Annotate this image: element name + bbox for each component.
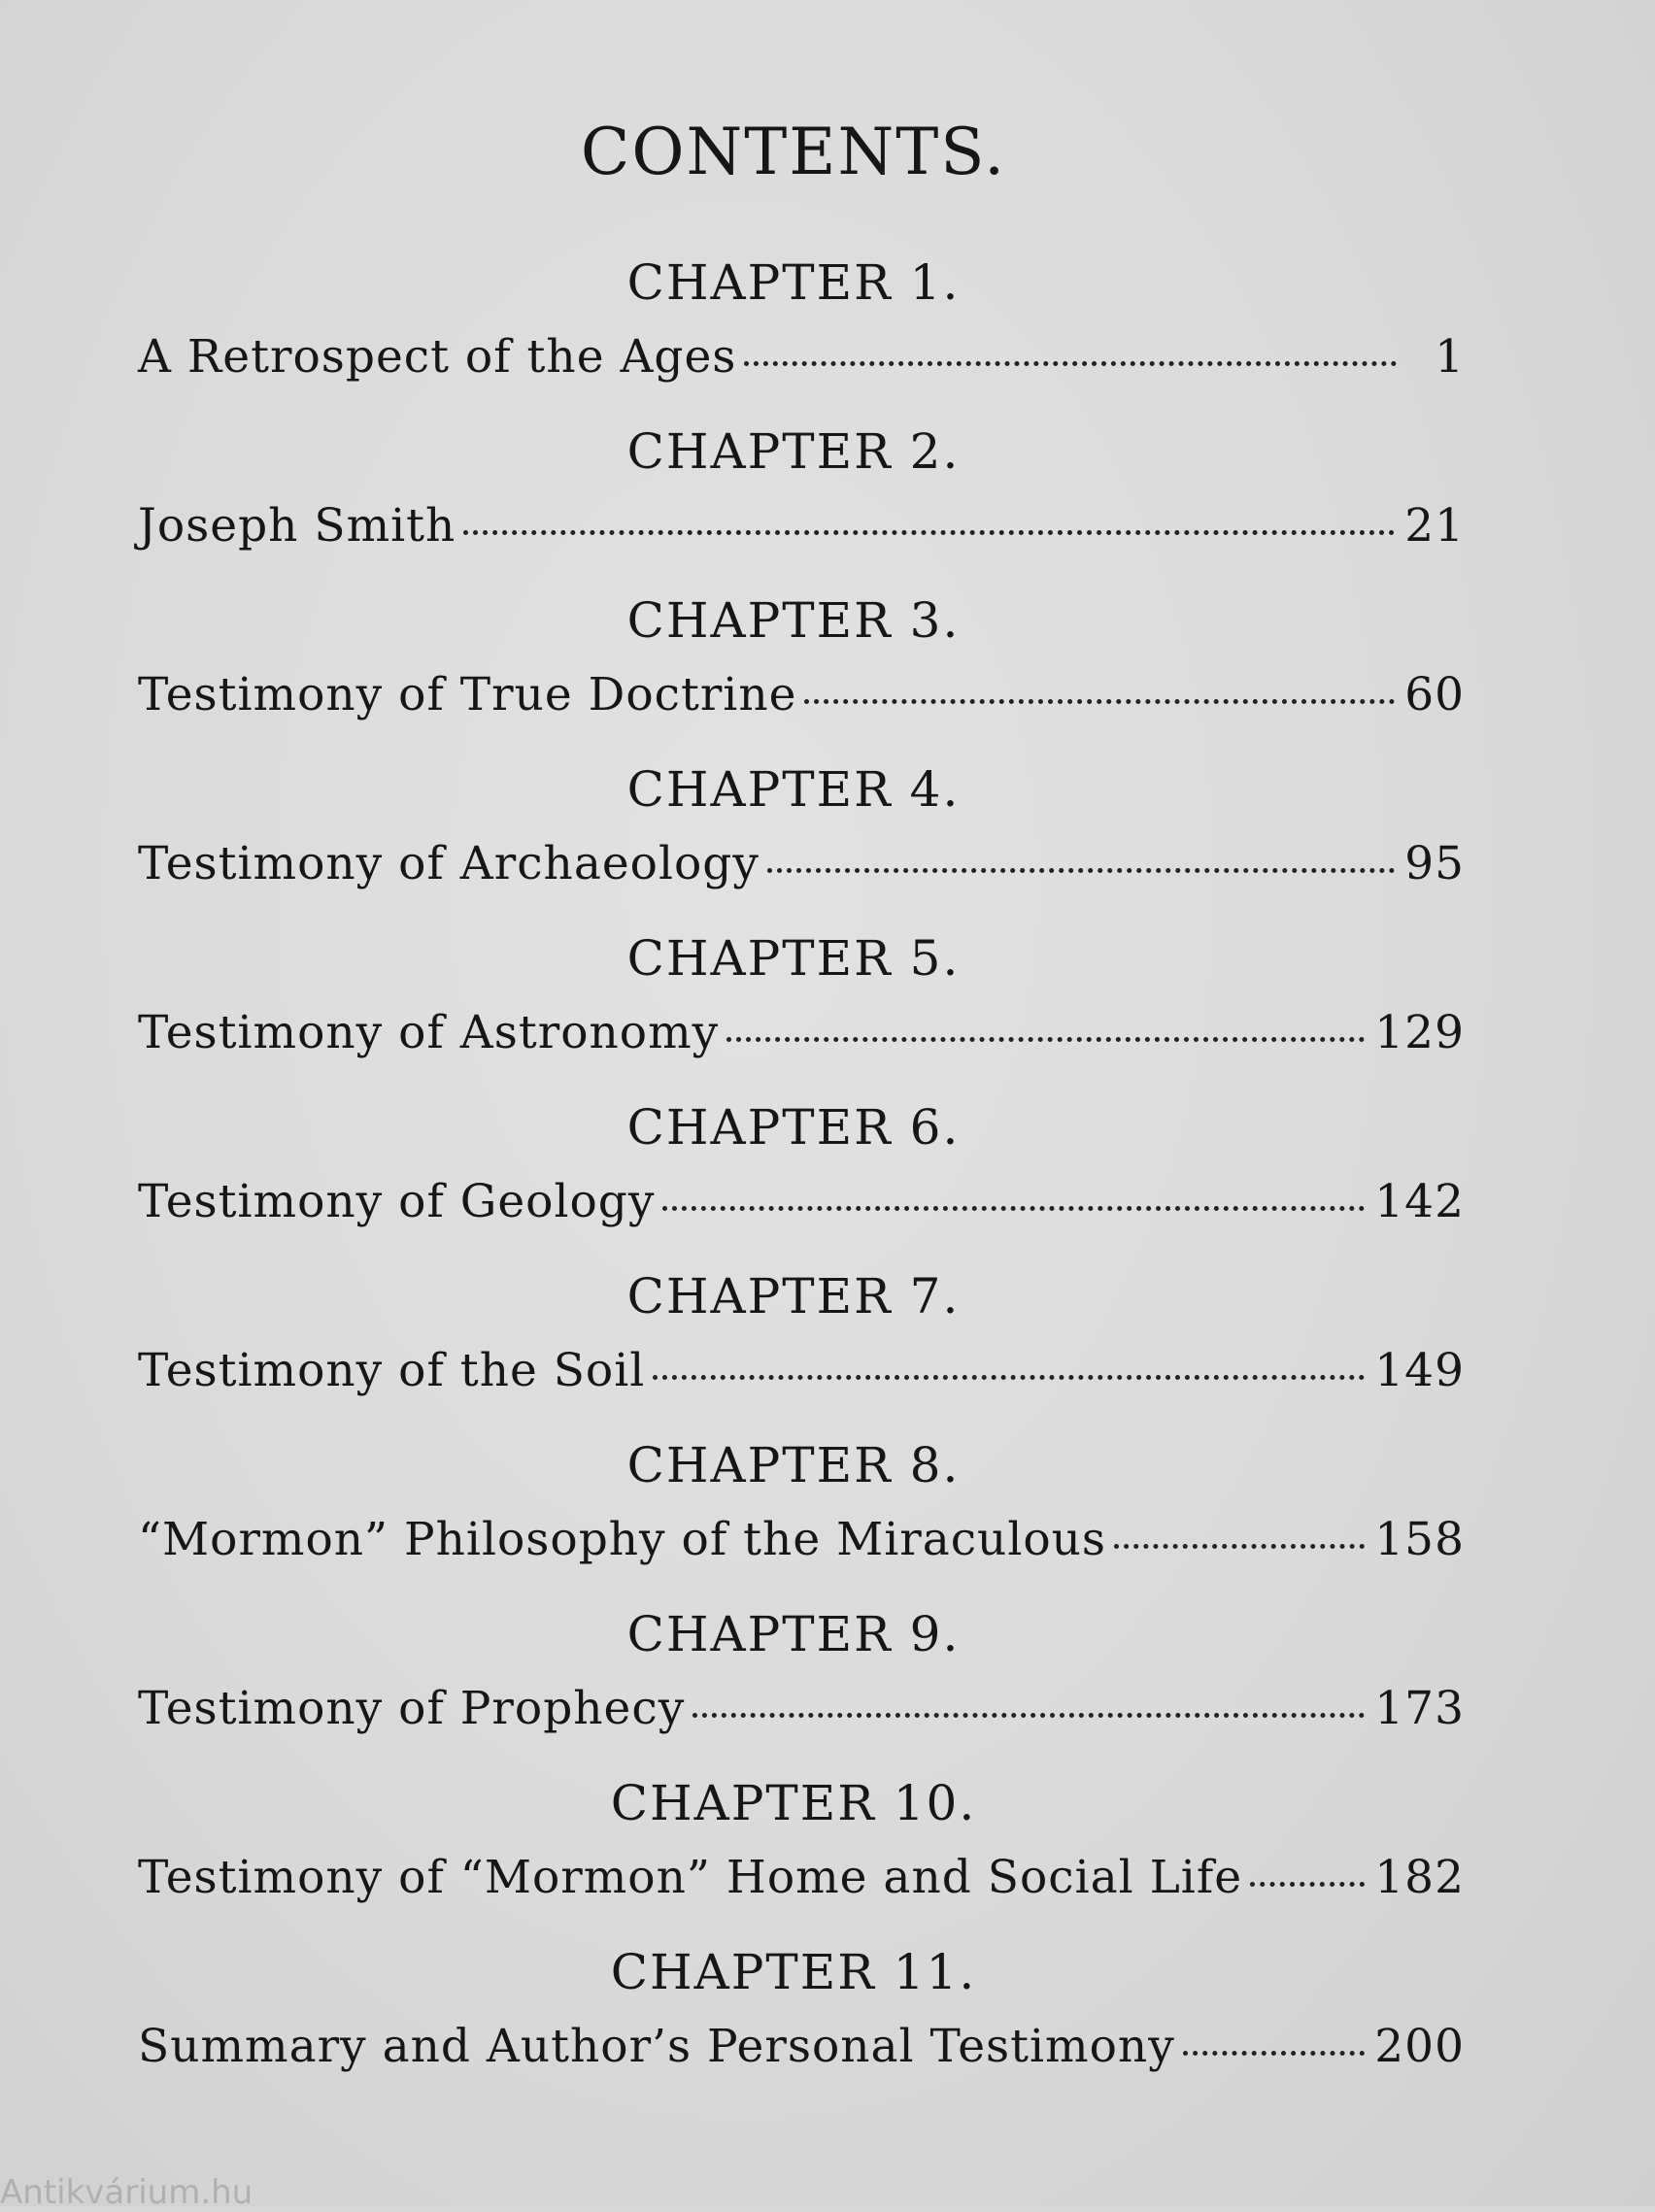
chapter-title: Testimony of “Mormon” Home and Social Life: [138, 1851, 1243, 1904]
toc-line: [138, 1851, 1465, 1911]
toc-line: [138, 330, 1465, 390]
chapter-title: Summary and Author’s Personal Testimony: [138, 2020, 1175, 2073]
toc-entry: [0, 592, 1655, 761]
dot-leader: [463, 530, 1395, 535]
chapter-heading: CHAPTER 2.: [626, 423, 961, 480]
toc-entry: [0, 1775, 1655, 1944]
page-number: 200: [1374, 2020, 1465, 2073]
toc-line: [138, 2020, 1465, 2080]
page-number: 142: [1374, 1175, 1465, 1228]
toc-line: [138, 1175, 1465, 1235]
dot-leader: [804, 699, 1395, 704]
toc-line: [138, 668, 1465, 728]
toc-line: [138, 1006, 1465, 1066]
chapter-title: A Retrospect of the Ages: [138, 330, 737, 384]
chapter-title: Testimony of True Doctrine: [138, 668, 797, 721]
page-number: 129: [1374, 1006, 1465, 1059]
toc-entry: [0, 1099, 1655, 1268]
chapter-title: Testimony of Geology: [138, 1175, 656, 1228]
chapter-title: Testimony of Astronomy: [138, 1006, 720, 1059]
dot-leader: [744, 361, 1397, 366]
dot-leader: [1250, 1882, 1365, 1887]
toc-entry: [0, 1268, 1655, 1437]
chapter-heading: CHAPTER 8.: [626, 1437, 961, 1493]
page-number: 95: [1404, 837, 1465, 890]
toc-entry: [0, 761, 1655, 930]
page-number: 1: [1435, 330, 1465, 384]
dot-leader: [653, 1375, 1365, 1380]
dot-leader: [1183, 2051, 1366, 2056]
watermark: Antikvárium.hu: [0, 2173, 253, 2212]
chapter-heading: CHAPTER 5.: [626, 930, 961, 987]
toc-entry: [0, 1944, 1655, 2113]
toc-entry: [0, 1606, 1655, 1775]
chapter-heading: CHAPTER 9.: [626, 1606, 961, 1662]
chapter-heading: CHAPTER 11.: [610, 1944, 977, 2000]
toc-line: [138, 1513, 1465, 1573]
dot-leader: [767, 868, 1395, 873]
chapter-title: Testimony of Prophecy: [138, 1682, 686, 1735]
dot-leader: [1114, 1544, 1365, 1549]
page-title: CONTENTS.: [580, 115, 1007, 189]
toc-line: [138, 499, 1465, 559]
dot-leader: [692, 1713, 1365, 1718]
chapter-heading: CHAPTER 6.: [626, 1099, 961, 1156]
chapter-heading: CHAPTER 7.: [626, 1268, 961, 1324]
dot-leader: [726, 1037, 1365, 1042]
page-number: 182: [1374, 1851, 1465, 1904]
chapter-title: Testimony of the Soil: [138, 1344, 646, 1397]
page-number: 158: [1374, 1513, 1465, 1566]
page-number: 149: [1374, 1344, 1465, 1397]
toc-entry: [0, 423, 1655, 592]
dot-leader: [662, 1206, 1365, 1211]
chapter-title: “Mormon” Philosophy of the Miraculous: [138, 1513, 1107, 1566]
page-number: 173: [1374, 1682, 1465, 1735]
toc-entry: [0, 1437, 1655, 1606]
chapter-title: Joseph Smith: [138, 499, 456, 553]
page-number: 60: [1404, 668, 1465, 721]
chapter-heading: CHAPTER 3.: [626, 592, 961, 649]
chapter-heading: CHAPTER 10.: [610, 1775, 977, 1831]
chapter-title: Testimony of Archaeology: [138, 837, 760, 890]
toc-entry: [0, 930, 1655, 1099]
toc-line: [138, 1344, 1465, 1404]
toc-line: [138, 837, 1465, 897]
page-number: 21: [1404, 499, 1465, 553]
toc-line: [138, 1682, 1465, 1742]
toc-entry: [0, 254, 1655, 423]
chapter-heading: CHAPTER 4.: [626, 761, 961, 818]
chapter-heading: CHAPTER 1.: [626, 254, 961, 311]
